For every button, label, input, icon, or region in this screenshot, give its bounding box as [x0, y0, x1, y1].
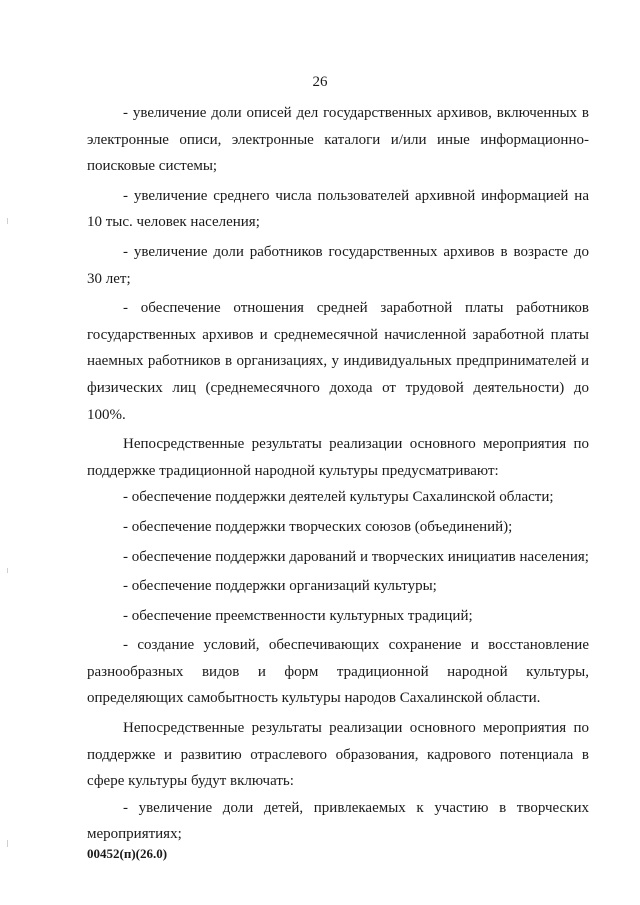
paragraph-traditions-continuity: - обеспечение преемственности культурных традиций;	[123, 607, 473, 624]
paragraph-support-organizations: - обеспечение поддержки организаций культуры;	[123, 578, 437, 595]
paragraph-support-culture-figures: - обеспечение поддержки деятелей культуры Сахалинской области;	[123, 489, 554, 506]
paragraph-support-creative-unions: - обеспечение поддержки творческих союзов (объединений);	[123, 518, 513, 535]
paragraph-children-participation: - увеличение доли детей, привлекаемых к участию в творческих мероприятиях;	[87, 799, 589, 843]
document-code: 00452(п)(26.0)	[87, 846, 168, 861]
scan-mark	[7, 568, 8, 573]
document-body	[87, 100, 589, 848]
scan-mark	[7, 840, 8, 847]
paragraph-archive-users: - увеличение среднего числа пользователей архивной информацией на 10 тыс. человек населения;	[87, 187, 589, 231]
paragraph-archive-inventories: - увеличение доли описей дел государственных архивов, включенных в электронные описи, электронные каталоги и/или иные информационно-поисковые системы;	[87, 105, 589, 175]
paragraph-folk-culture-intro: Непосредственные результаты реализации основного мероприятия по поддержке традиционной народной культуры предусматривают:	[87, 436, 589, 479]
page-number: 26	[312, 74, 328, 90]
paragraph-preserve-folk-culture: - создание условий, обеспечивающих сохранение и восстановление разнообразных видов и форм традиционной народной культуры, определяющих самобытность культуры народов Сахалинской области.	[87, 637, 589, 707]
paragraph-archive-salary: - обеспечение отношения средней заработной платы работников государственных архивов и среднемесячной начисленной заработной платы наемных работников в организациях, у индивидуальных предпринимателей и физических лиц (среднемесячного дохода от трудовой деятельности) до 100%.	[87, 300, 589, 423]
scan-mark	[7, 218, 8, 224]
paragraph-support-talents: - обеспечение поддержки дарований и творческих инициатив населения;	[123, 548, 589, 565]
paragraph-archive-young-staff: - увеличение доли работников государственных архивов в возрасте до 30 лет;	[87, 243, 589, 287]
paragraph-education-intro: Непосредственные результаты реализации основного мероприятия по поддержке и развитию отраслевого образования, кадрового потенциала в сфере культуры будут включать:	[87, 720, 589, 790]
